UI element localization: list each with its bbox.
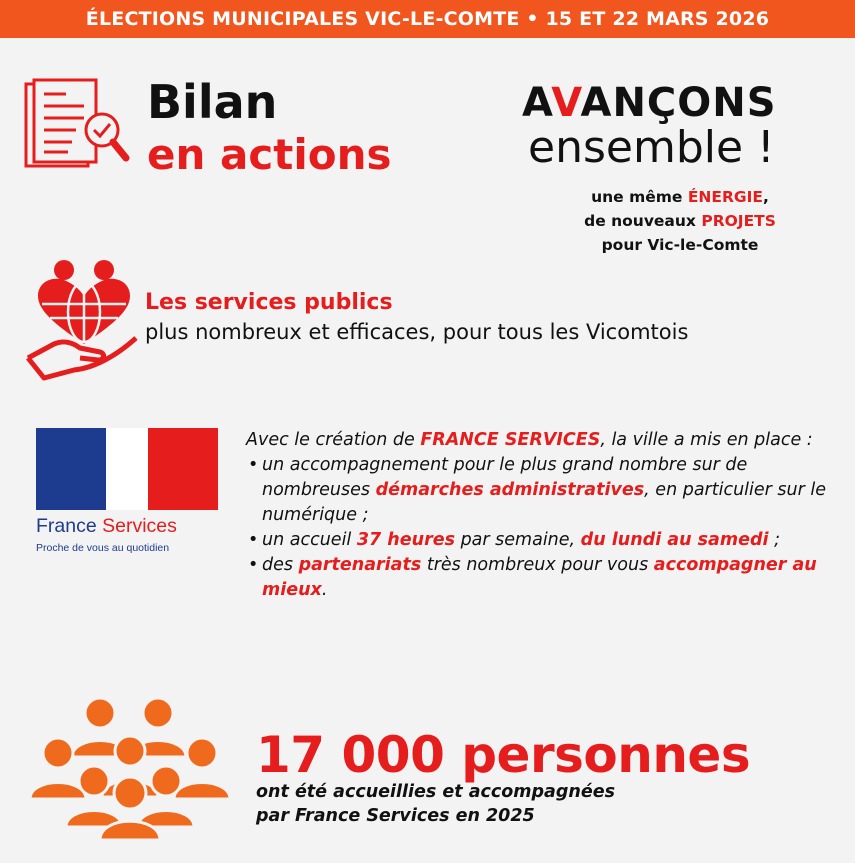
stat-number: 17 000 personnes [256, 726, 751, 784]
title-line1: Bilan [147, 75, 278, 129]
highlight: démarches administratives [375, 480, 645, 500]
hands-heart-people-icon [24, 258, 142, 382]
tagline-text: de nouveaux [584, 212, 702, 230]
tagline-text: une même [591, 188, 688, 206]
actions-list [246, 453, 836, 603]
logo-name-france: France [36, 515, 103, 537]
list-item [246, 453, 836, 528]
france-services-logo [36, 428, 226, 558]
text: des [262, 555, 299, 575]
highlight: accompagner au mieux [262, 555, 817, 600]
logo-v-mark: V [551, 80, 581, 126]
text: un accompagnement pour le plus grand nombre sur de nombreuses [262, 455, 748, 500]
highlight: du lundi au samedi [580, 530, 769, 550]
people-group-icon [28, 695, 234, 840]
stat-line1: ont été accueillies et accompagnées [256, 782, 616, 802]
highlight: FRANCE SERVICES [420, 430, 601, 450]
marianne-flag-icon [36, 428, 218, 510]
logo-name-services: Services [102, 515, 177, 537]
highlight: partenariats [298, 555, 422, 575]
title-line2: en actions [147, 130, 392, 179]
france-services-description [246, 428, 836, 603]
text: , en particulier sur le numérique ; [262, 480, 827, 525]
election-banner [0, 0, 855, 38]
logo-a: A [522, 80, 552, 126]
text: Avec le création de [246, 430, 421, 450]
highlight: 37 heures [356, 530, 456, 550]
tagline-text: , [762, 188, 769, 206]
stat-description [256, 780, 615, 828]
campaign-logo [522, 80, 832, 126]
tagline-text: pour Vic-le-Comte [601, 236, 759, 254]
stat-line2: par France Services en 2025 [256, 806, 535, 826]
text: . [321, 580, 328, 600]
tagline-highlight: PROJETS [701, 212, 776, 230]
text: , la ville a mis en place : [600, 430, 813, 450]
list-item [246, 553, 836, 603]
text: par semaine, [455, 530, 581, 550]
france-services-name [36, 515, 177, 538]
document-check-icon [22, 78, 134, 174]
services-subtitle: plus nombreux et efficaces, pour tous les Vicomtois [145, 320, 689, 344]
services-title: Les services publics [145, 290, 393, 315]
text: ; [768, 530, 780, 550]
logo-word2: ensemble ! [528, 122, 775, 173]
logo-word1-rest: ANÇONS [580, 80, 777, 126]
france-services-tagline: Proche de vous au quotidien [36, 542, 170, 554]
list-item [246, 528, 836, 553]
text: très nombreux pour vous [421, 555, 654, 575]
text: un accueil [262, 530, 357, 550]
tagline-highlight: ÉNERGIE [687, 188, 763, 206]
campaign-tagline [530, 185, 830, 257]
intro-paragraph [246, 428, 836, 453]
banner-text: ÉLECTIONS MUNICIPALES VIC-LE-COMTE • 15 ET 22 MARS 2026 [85, 8, 770, 30]
